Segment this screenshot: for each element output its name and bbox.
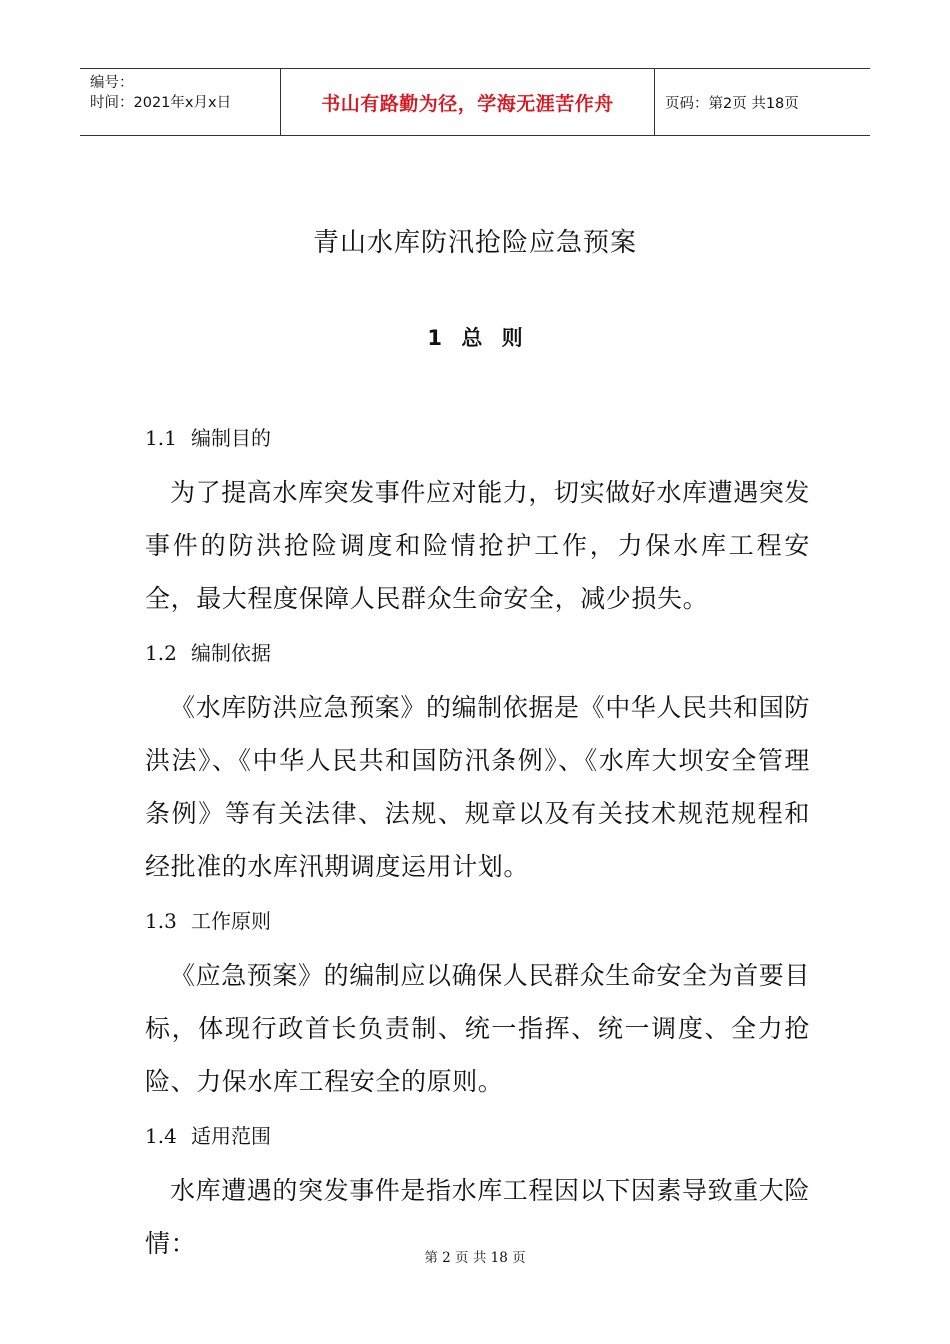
section-title: 工作原则 [191,909,271,933]
section-title: 适用范围 [191,1124,271,1148]
section-paragraph-1-4: 水库遭遇的突发事件是指水库工程因以下因素导致重大险情： [145,1176,811,1258]
chapter-number: 1 [427,326,442,350]
page-header [80,68,870,136]
chapter-heading [0,322,950,352]
document-body [145,410,810,1270]
section-title: 编制目的 [191,426,271,450]
section-number: 1.1 [145,426,177,450]
header-motto: 书山有路勤为径，学海无涯苦作舟 [281,69,655,135]
section-number: 1.2 [145,641,177,665]
section-heading-1-3 [145,893,810,949]
section-number: 1.3 [145,909,177,933]
section-heading-1-1 [145,410,810,466]
chapter-title-char-1: 总 [461,326,483,350]
doc-number-label: 编号： [90,75,134,91]
chapter-title-char-2: 则 [501,326,523,350]
section-heading-1-4 [145,1108,810,1164]
document-title: 青山水库防汛抢险应急预案 [312,228,637,258]
section-paragraph-1-1: 为了提高水库突发事件应对能力，切实做好水库遭遇突发事件的防洪抢险调度和险情抢护工作，力保水库工程安全，最大程度保障人民群众生命安全，减少损失。 [145,478,811,613]
header-page-info: 页码：第2页 共18页 [665,95,799,112]
header-meta [80,69,281,135]
section-heading-1-2 [145,625,810,681]
section-paragraph-1-2: 《水库防洪应急预案》的编制依据是《中华人民共和国防洪法》、《中华人民共和国防汛条例》、《水库大坝安全管理条例》等有关法律、法规、规章以及有关技术规范规程和经批准的水库汛期调度运用计划。 [145,693,811,881]
doc-time-label: 时间：2021年x月x日 [90,95,232,111]
page-footer: 第 2 页 共 18 页 [424,1250,526,1266]
section-title: 编制依据 [191,641,271,665]
section-number: 1.4 [145,1124,177,1148]
section-paragraph-1-3: 《应急预案》的编制应以确保人民群众生命安全为首要目标，体现行政首长负责制、统一指挥、统一调度、全力抢险、力保水库工程安全的原则。 [145,961,811,1096]
